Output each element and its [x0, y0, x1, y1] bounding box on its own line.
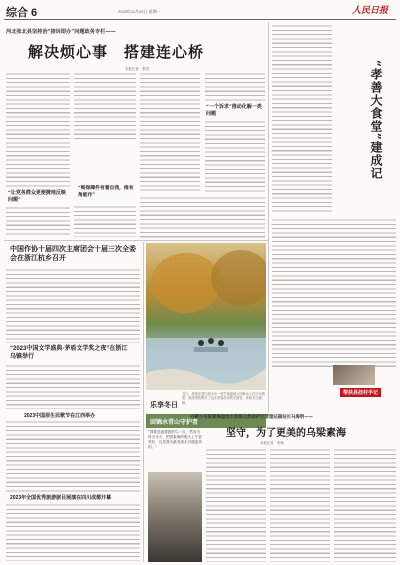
photo-label: 乐享冬日 [150, 400, 178, 409]
lead-title: 解决烦心事 搭建连心桥 [28, 44, 205, 61]
right-box-title: 帮扶县挂村手记 [340, 388, 381, 397]
feature-banner-text: 回锦水青山守护者 [150, 419, 199, 426]
photo-illustration [146, 243, 266, 390]
right-body-2 [272, 218, 396, 368]
feature-portrait [148, 472, 202, 562]
lead-body-col3b [140, 196, 265, 238]
lead-body-col1b [6, 206, 70, 236]
lead-body-col4 [205, 72, 265, 102]
feature-quote: “我要追逐着我的鸟一点，然后为每当今天，把梁素海的明天上午更美好，这是我为最美到无可遇更美的。” [148, 430, 202, 449]
lead-body-col3 [140, 72, 200, 192]
lead-body-col4b [205, 120, 265, 192]
page-label: 综合 6 [6, 7, 38, 19]
news-title-4: 2023年全国优秀旅游剧目展演在四川成都开幕 [10, 495, 112, 501]
news-body-1 [6, 268, 140, 343]
feature-kicker: 内蒙古乌梁素海湿地水资源自然保护区管理站副站长马海明—— [190, 415, 313, 420]
news-body-4 [6, 503, 140, 561]
news-body-2 [6, 364, 140, 409]
news-title-1: 中国作协十届四次主席团会十届三次全委会在浙江杭乡召开 [10, 246, 136, 262]
right-body-1 [272, 24, 332, 214]
lead-body-col2 [74, 72, 136, 142]
news-title-2: “2023中国文学盛典·茅盾文学奖之夜”在浙江乌镇举行 [10, 346, 128, 360]
lead-kicker: 河北张北县坚持治“接诉即办”问题政务专栏—— [6, 29, 116, 35]
lead-subhead-1: “让党务群众更便捷地反映问题” [8, 190, 66, 203]
logo-seal-icon: 人民日报 [352, 6, 389, 16]
feature-title: 坚守，为了更美的乌梁素海 [226, 428, 346, 439]
right-col-rule [268, 22, 269, 412]
feature-byline: 本报记者 张枫 [260, 441, 284, 445]
lead-body-col1 [6, 72, 70, 188]
right-feature-title: “孝善大食堂”建成记 [369, 60, 383, 180]
news-title-3: 2023中国原生民歌节在江西举办 [24, 413, 96, 419]
feature-photo [146, 243, 266, 390]
pull-quote: “畅保障件有着自我，推有角能作” [78, 185, 134, 198]
page-date: 2023年11月20日 星期一 [118, 9, 161, 14]
page-header [0, 0, 400, 20]
feature-body-3 [334, 448, 396, 562]
lead-body-col2b [74, 205, 136, 237]
portrait-photo [333, 365, 375, 385]
lead-rule [4, 240, 268, 241]
header-rule [4, 19, 396, 20]
photo-caption: 近日，游客在浙江丽水市一莲芒地湿地公园骑水上自行车游览。绝美景致吸引了众多游客前来观光游览，体验冬日趣味。 [182, 392, 265, 405]
news-body-3 [6, 420, 140, 492]
feature-body-2 [270, 448, 330, 562]
lead-byline: 本报记者 张国 [125, 67, 149, 71]
feature-body-1 [206, 448, 266, 562]
news-rule [143, 242, 144, 562]
lead-subhead-2: “一个诉求”推动化解一类问题 [206, 104, 262, 117]
